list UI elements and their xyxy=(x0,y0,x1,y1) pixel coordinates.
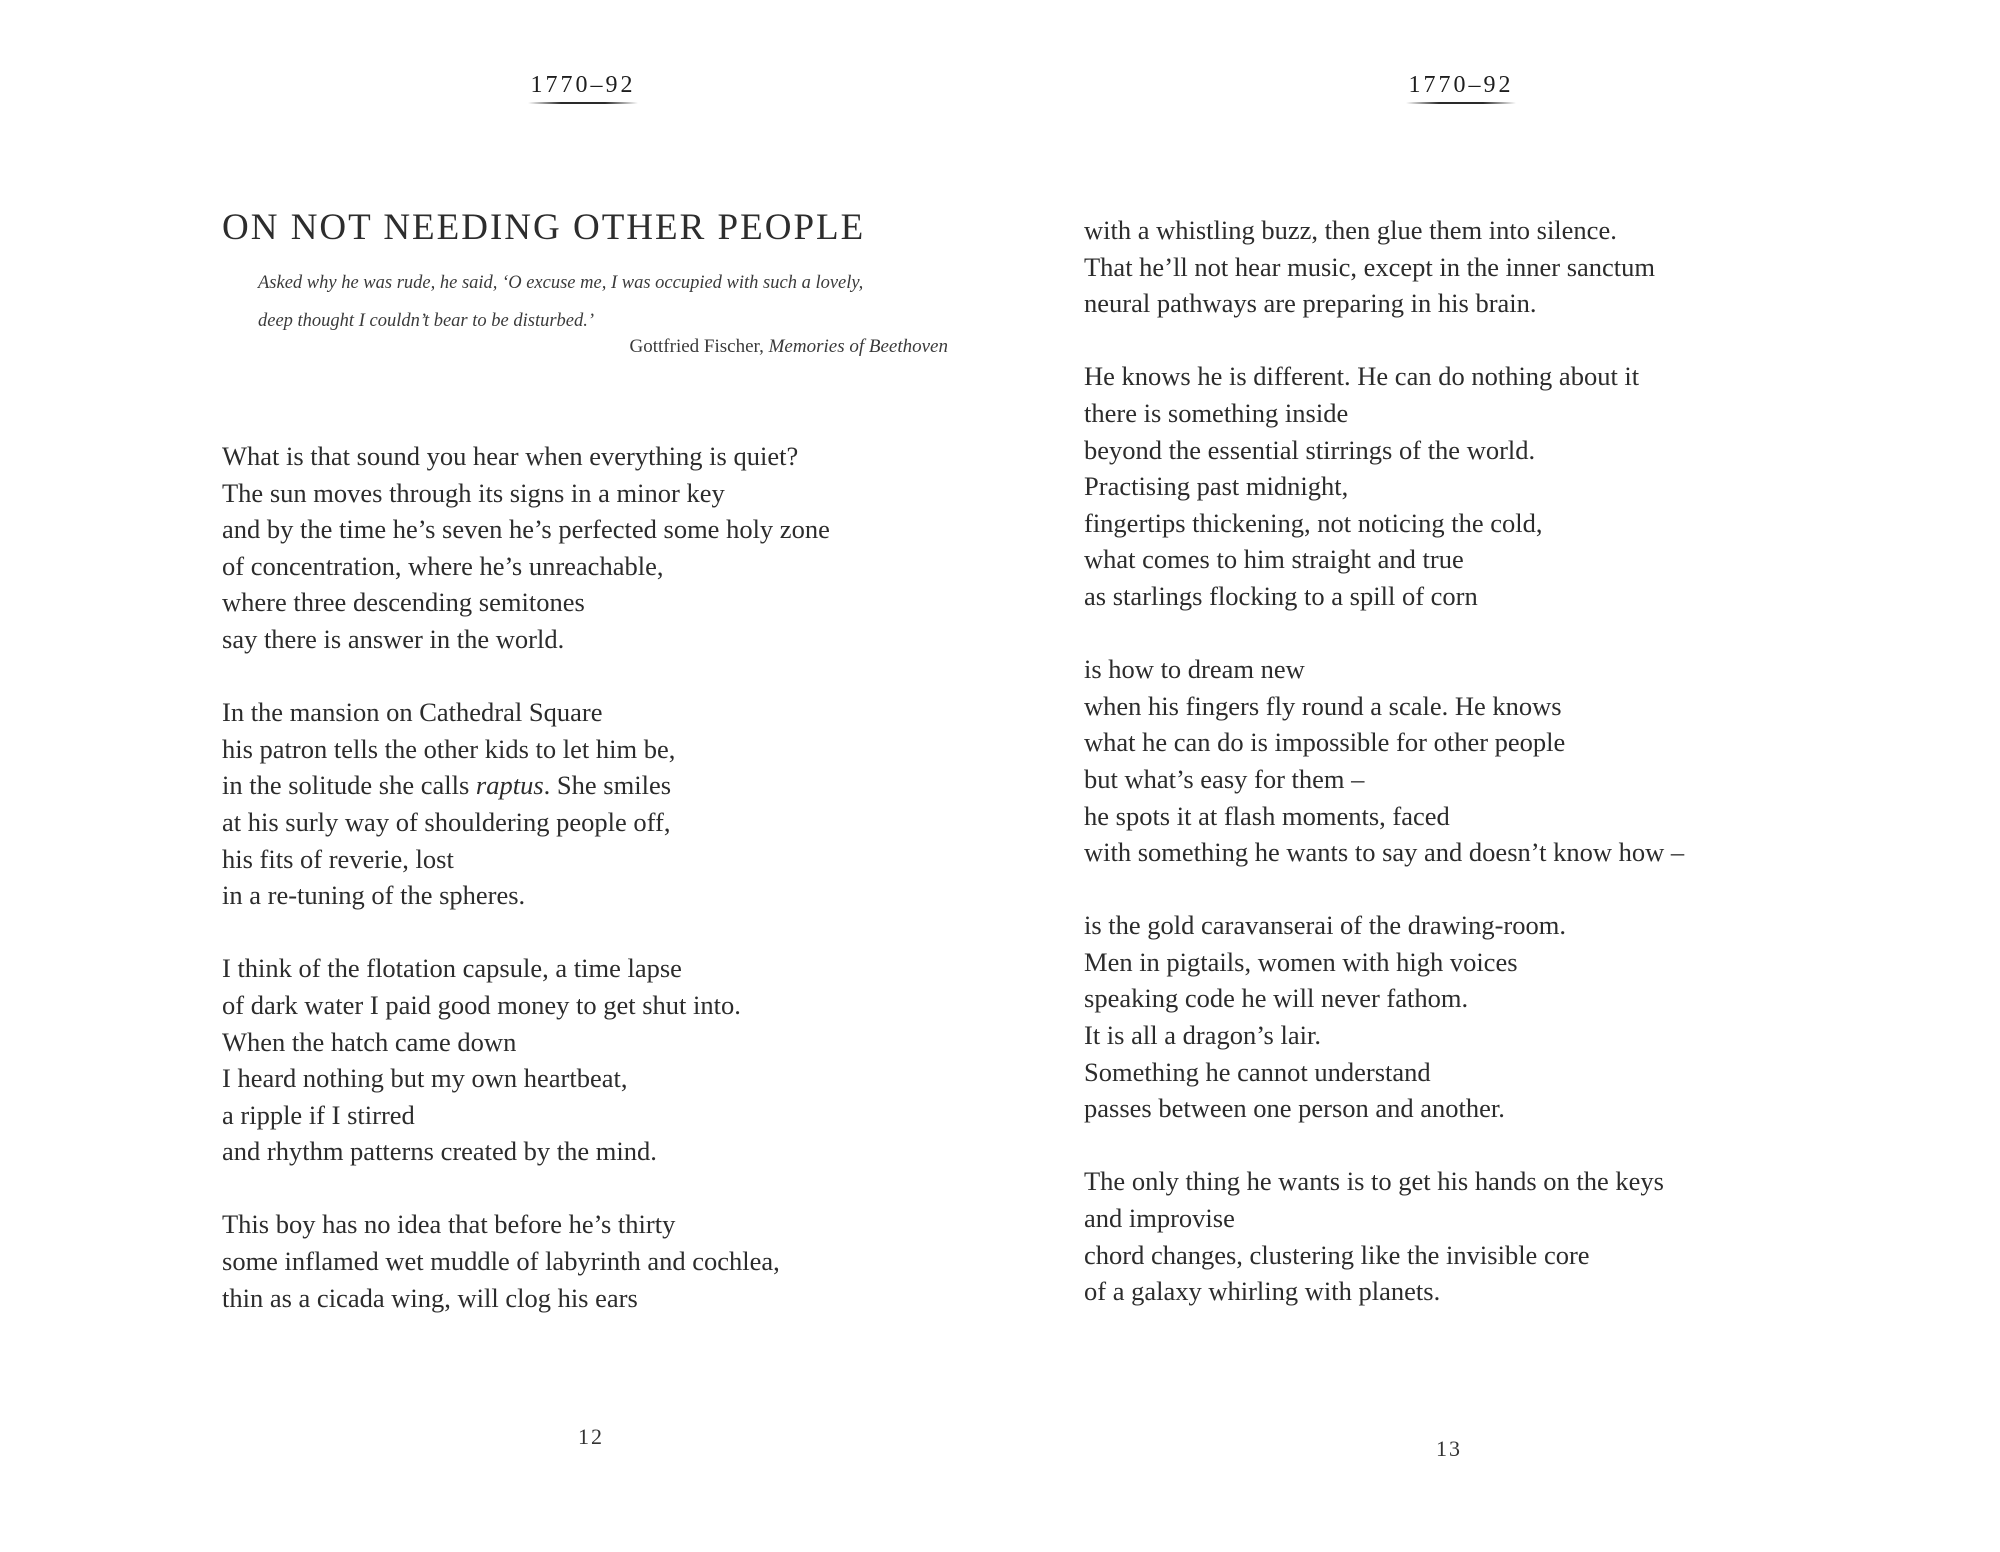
verse-line: fingertips thickening, not noticing the cold, xyxy=(1084,507,1543,538)
verse-line: What is that sound you hear when everything is quiet? xyxy=(222,441,799,471)
stanza xyxy=(1084,358,1684,614)
running-head-rule xyxy=(528,102,638,104)
attribution-author: Gottfried Fischer, xyxy=(629,336,764,357)
stanza xyxy=(222,694,830,914)
poem-title: ON NOT NEEDING OTHER PEOPLE xyxy=(222,207,866,248)
attribution-work: Memories of Beethoven xyxy=(768,336,948,357)
stanza xyxy=(1084,212,1684,322)
verse-line: That he’ll not hear music, except in the inner sanctum xyxy=(1084,251,1656,282)
verse-line: of a galaxy whirling with planets. xyxy=(1084,1276,1441,1307)
verse-line: beyond the essential stirrings of the world. xyxy=(1084,434,1536,465)
stanza xyxy=(222,1206,830,1316)
poem-body-left xyxy=(222,438,830,1353)
verse-line: say there is answer in the world. xyxy=(222,623,565,654)
verse-line: This boy has no idea that before he’s thirty xyxy=(222,1209,676,1240)
verse-line: thin as a cicada wing, will clog his ears xyxy=(222,1282,638,1313)
verse-line: neural pathways are preparing in his brain. xyxy=(1084,288,1537,319)
epigraph xyxy=(258,264,948,340)
verse-line-text: in the solitude she calls xyxy=(222,770,476,801)
running-head-rule xyxy=(1406,102,1516,104)
verse-line: as starlings flocking to a spill of corn xyxy=(1084,580,1478,611)
right-page xyxy=(1000,0,2000,1552)
verse-line: what comes to him straight and true xyxy=(1084,544,1464,575)
page-number-left: 12 xyxy=(578,1424,604,1449)
verse-line: with a whistling buzz, then glue them into silence. xyxy=(1084,215,1617,245)
verse-line: When the hatch came down xyxy=(222,1026,517,1057)
verse-line: of concentration, where he’s unreachable, xyxy=(222,550,664,581)
running-head-right xyxy=(1406,72,1516,104)
stanza xyxy=(1084,907,1684,1127)
verse-line: of dark water I paid good money to get shut into. xyxy=(222,989,741,1020)
verse-line: some inflamed wet muddle of labyrinth and cochlea, xyxy=(222,1246,780,1277)
verse-line: The only thing he wants is to get his hands on the keys xyxy=(1084,1166,1664,1197)
verse-line: Practising past midnight, xyxy=(1084,471,1349,502)
poem-body-right xyxy=(1084,212,1684,1346)
verse-line: is the gold caravanserai of the drawing-room. xyxy=(1084,910,1566,941)
verse-line: his fits of reverie, lost xyxy=(222,843,454,874)
verse-line: It is all a dragon’s lair. xyxy=(1084,1020,1321,1051)
verse-line: when his fingers fly round a scale. He knows xyxy=(1084,690,1562,721)
verse-line: a ripple if I stirred xyxy=(222,1099,415,1130)
verse-line: chord changes, clustering like the invisible core xyxy=(1084,1239,1590,1270)
verse-line: and by the time he’s seven he’s perfected some holy zone xyxy=(222,514,830,545)
verse-line: passes between one person and another. xyxy=(1084,1093,1505,1124)
verse-line-text: . She smiles xyxy=(543,770,672,801)
verse-line: I think of the flotation capsule, a time lapse xyxy=(222,953,682,984)
stanza xyxy=(1084,651,1684,871)
epigraph-line: deep thought I couldn’t bear to be disturbed.’ xyxy=(258,311,595,331)
verse-line: at his surly way of shouldering people off, xyxy=(222,806,671,837)
stanza xyxy=(222,950,830,1170)
verse-line: and rhythm patterns created by the mind. xyxy=(222,1136,657,1167)
verse-line: Something he cannot understand xyxy=(1084,1056,1431,1087)
verse-line: In the mansion on Cathedral Square xyxy=(222,697,603,728)
verse-line: he spots it at flash moments, faced xyxy=(1084,800,1450,831)
verse-line: Men in pigtails, women with high voices xyxy=(1084,946,1518,977)
verse-line xyxy=(222,767,830,804)
verse-line: what he can do is impossible for other people xyxy=(1084,727,1566,758)
stanza xyxy=(222,438,830,658)
stanza xyxy=(1084,1163,1684,1309)
italic-word: raptus xyxy=(475,770,544,801)
running-head-left xyxy=(528,72,638,104)
verse-line: in a re-tuning of the spheres. xyxy=(222,880,526,911)
verse-line: where three descending semitones xyxy=(222,587,585,618)
verse-line: but what’s easy for them – xyxy=(1084,763,1365,794)
verse-line: there is something inside xyxy=(1084,397,1349,428)
verse-line: and improvise xyxy=(1084,1203,1235,1234)
page-number-right: 13 xyxy=(1436,1436,1462,1461)
verse-line: He knows he is different. He can do nothing about it xyxy=(1084,361,1640,392)
running-head-text: 1770–92 xyxy=(1408,72,1514,98)
verse-line: speaking code he will never fathom. xyxy=(1084,983,1469,1014)
running-head-text: 1770–92 xyxy=(530,72,636,98)
verse-line: is how to dream new xyxy=(1084,654,1305,685)
epigraph-line: Asked why he was rude, he said, ‘O excuse me, I was occupied with such a lovely, xyxy=(258,273,864,293)
verse-line: I heard nothing but my own heartbeat, xyxy=(222,1063,628,1094)
verse-line: The sun moves through its signs in a minor key xyxy=(222,477,725,508)
epigraph-attribution xyxy=(630,336,948,358)
verse-line: with something he wants to say and doesn’t know how – xyxy=(1084,837,1685,868)
verse-line: his patron tells the other kids to let him be, xyxy=(222,733,676,764)
